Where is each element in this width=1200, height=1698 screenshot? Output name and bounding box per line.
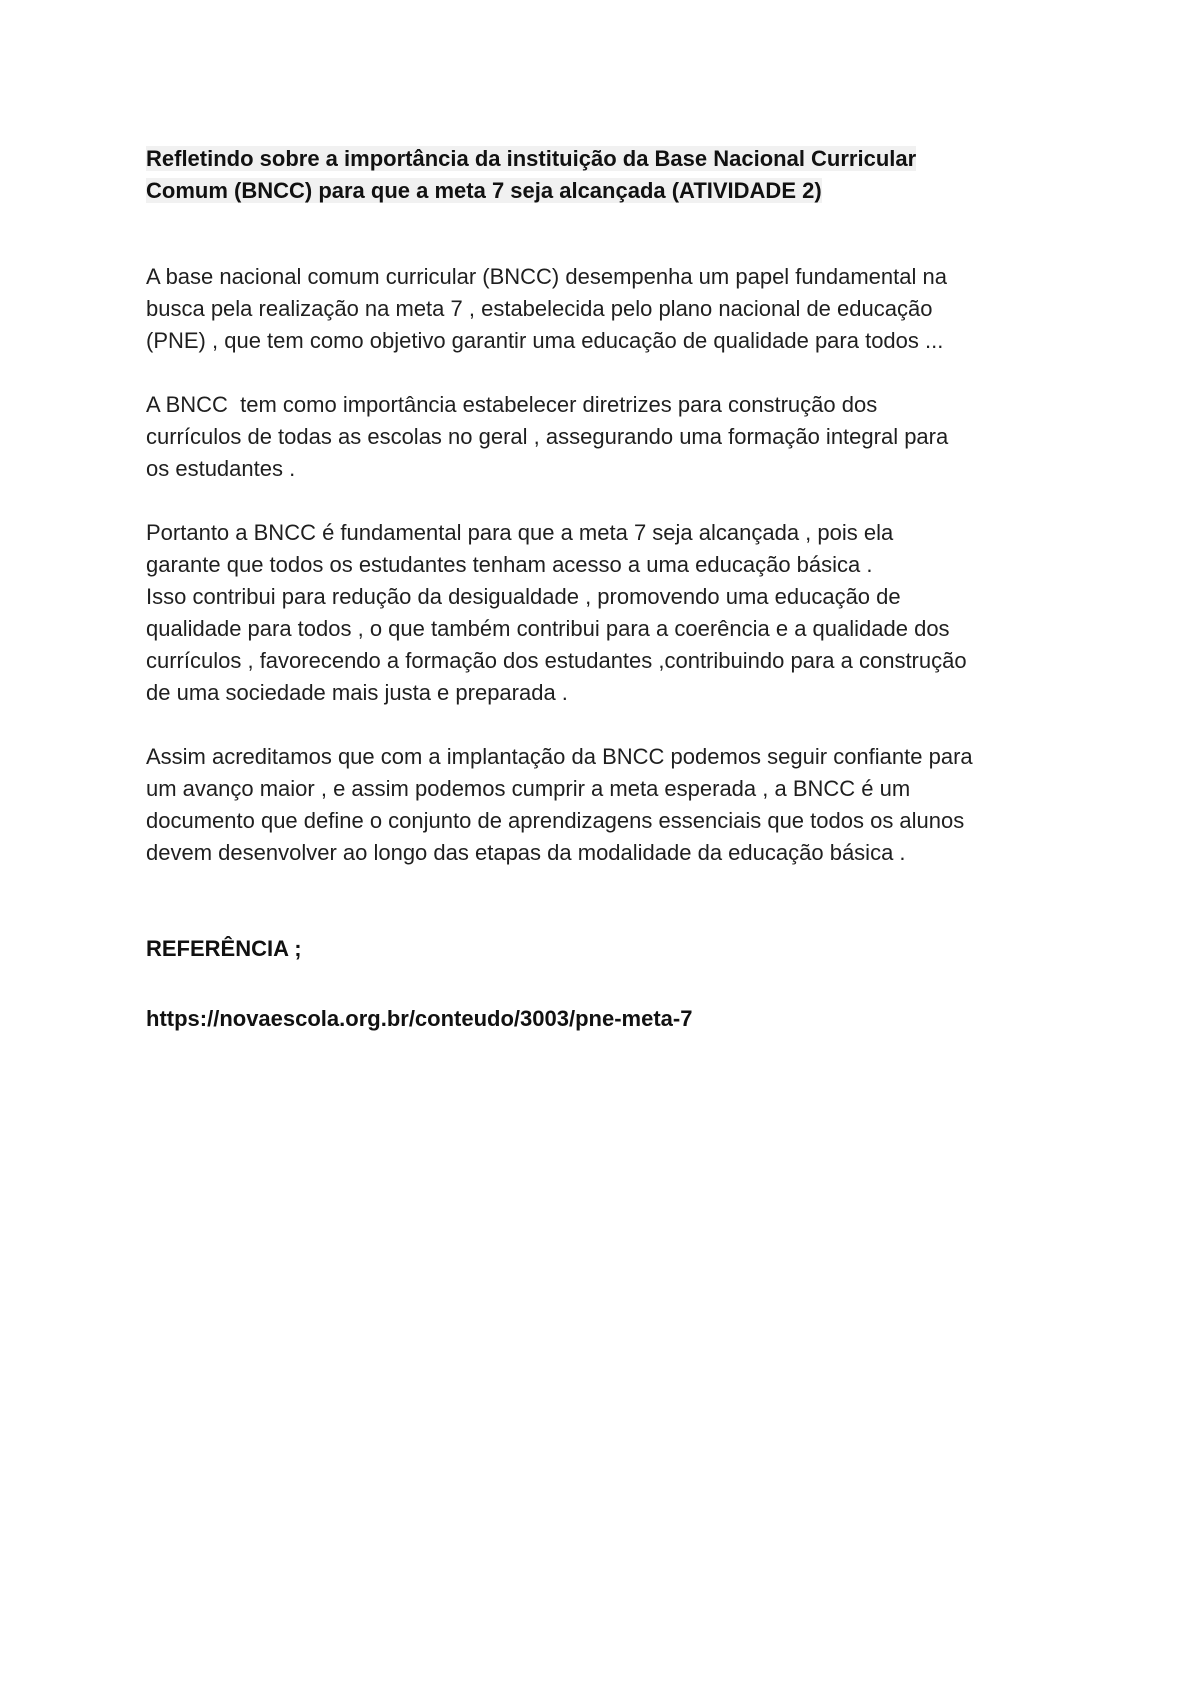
paragraph-line: um avanço maior , e assim podemos cumprir a meta esperada , a BNCC é um xyxy=(146,776,911,801)
paragraph-line: garante que todos os estudantes tenham acesso a uma educação básica . xyxy=(146,552,873,577)
paragraph-line: busca pela realização na meta 7 , estabelecida pelo plano nacional de educação xyxy=(146,296,933,321)
document-body xyxy=(146,143,1066,1035)
paragraph-line: A base nacional comum curricular (BNCC) desempenha um papel fundamental na xyxy=(146,264,947,289)
paragraph-line: A BNCC tem como importância estabelecer diretrizes para construção dos xyxy=(146,392,878,417)
paragraph-line: currículos , favorecendo a formação dos estudantes ,contribuindo para a construção xyxy=(146,648,967,673)
paragraph-line: qualidade para todos , o que também contribui para a coerência e a qualidade dos xyxy=(146,616,950,641)
paragraph-3 xyxy=(146,517,1066,709)
paragraph-2 xyxy=(146,389,1066,485)
paragraph-line: Portanto a BNCC é fundamental para que a meta 7 seja alcançada , pois ela xyxy=(146,520,894,545)
paragraph-line: os estudantes . xyxy=(146,456,296,481)
paragraph-line: (PNE) , que tem como objetivo garantir uma educação de qualidade para todos ... xyxy=(146,328,944,353)
paragraph-line: Isso contribui para redução da desigualdade , promovendo uma educação de xyxy=(146,584,901,609)
paragraph-1 xyxy=(146,261,1066,357)
paragraph-line: Assim acreditamos que com a implantação da BNCC podemos seguir confiante para xyxy=(146,744,973,769)
paragraph-line: documento que define o conjunto de aprendizagens essenciais que todos os alunos xyxy=(146,808,965,833)
paragraph-4 xyxy=(146,741,1066,869)
paragraph-line: devem desenvolver ao longo das etapas da modalidade da educação básica . xyxy=(146,840,906,865)
reference-link[interactable]: https://novaescola.org.br/conteudo/3003/pne-meta-7 xyxy=(146,1006,693,1031)
title-line-2: Comum (BNCC) para que a meta 7 seja alcançada (ATIVIDADE 2) xyxy=(146,178,822,203)
title-line-1: Refletindo sobre a importância da instituição da Base Nacional Curricular xyxy=(146,146,917,171)
paragraph-line: currículos de todas as escolas no geral , assegurando uma formação integral para xyxy=(146,424,949,449)
paragraph-line: de uma sociedade mais justa e preparada . xyxy=(146,680,568,705)
reference-heading: REFERÊNCIA ; xyxy=(146,936,302,961)
document-title xyxy=(146,143,1066,207)
